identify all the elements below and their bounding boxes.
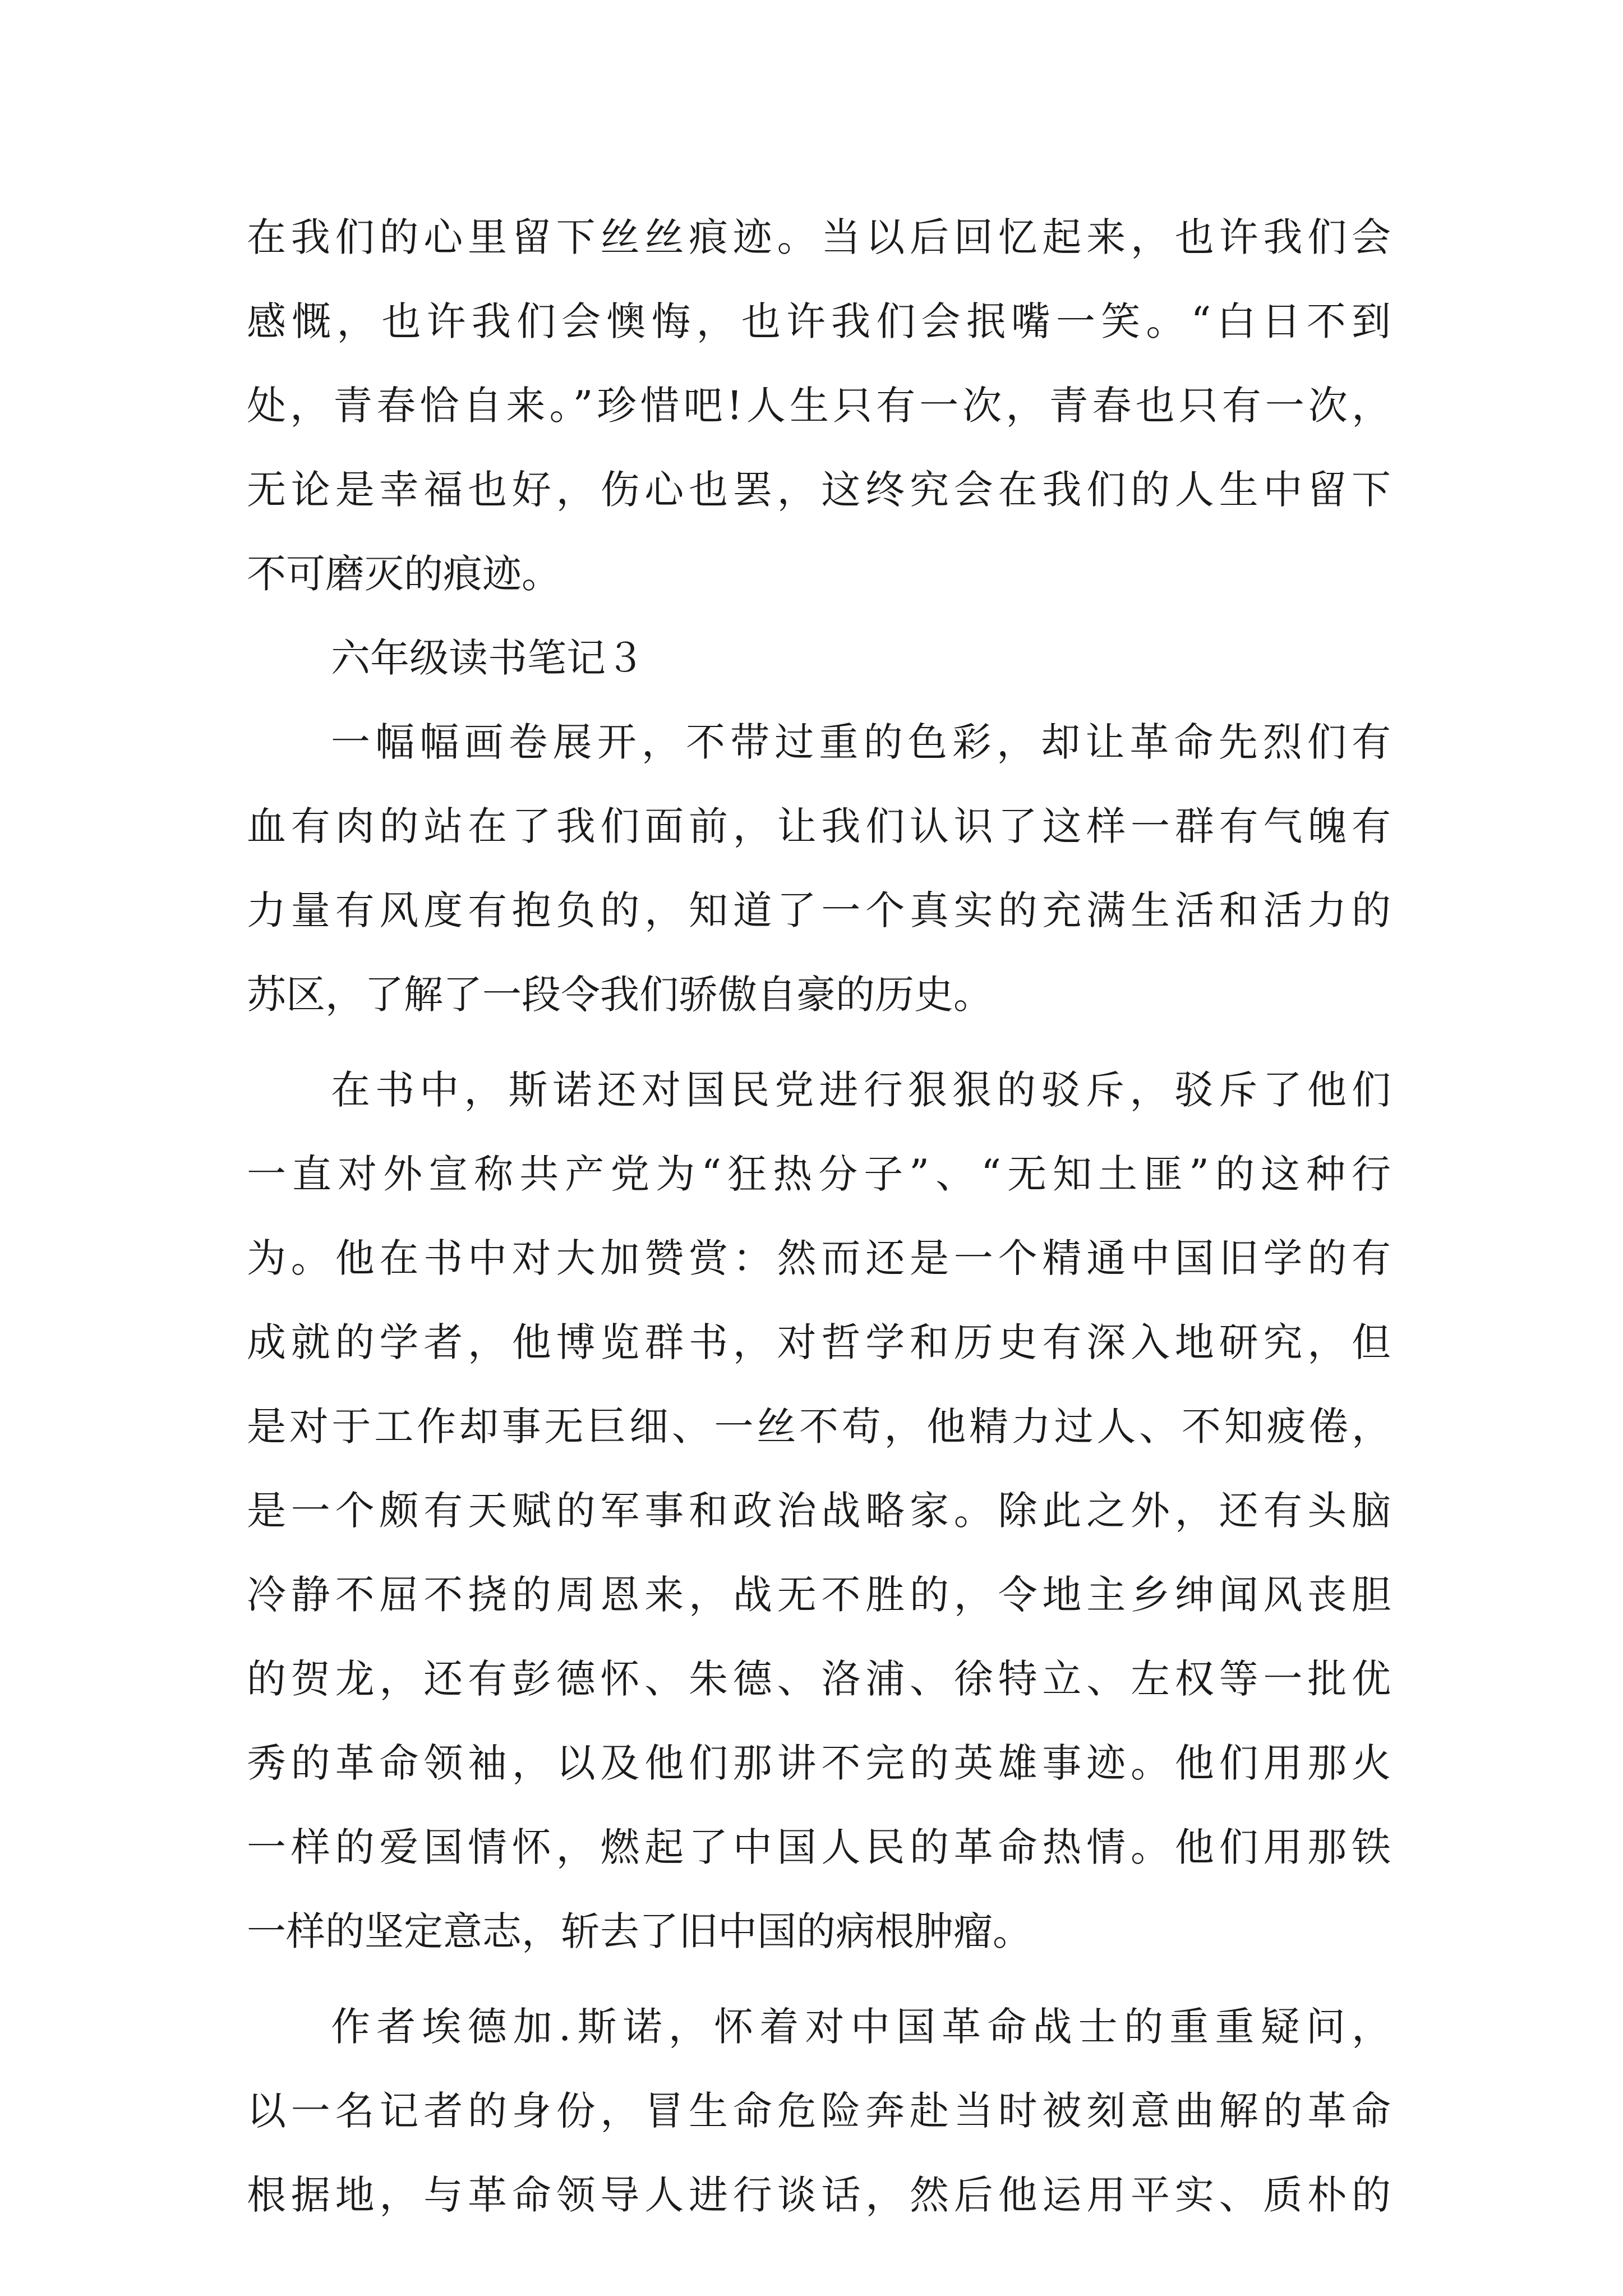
paragraph-line: 在我们的心里留下丝丝痕迹。当以后回忆起来，也许我们会 <box>247 214 1391 260</box>
paragraph-line: 一幅幅画卷展开，不带过重的色彩，却让革命先烈们有 <box>331 719 1391 765</box>
paragraph-line: 根据地，与革命领导人进行谈话，然后他运用平实、质朴的 <box>247 2172 1391 2218</box>
paragraph-line: 一样的爱国情怀，燃起了中国人民的革命热情。他们用那铁 <box>247 1824 1391 1870</box>
paragraph-line: 是一个颇有天赋的军事和政治战略家。除此之外，还有头脑 <box>247 1488 1391 1534</box>
paragraph-line: 不可磨灭的痕迹。 <box>247 551 561 597</box>
paragraph-line: 一直对外宣称共产党为“狂热分子”、“无知土匪”的这种行 <box>247 1151 1391 1197</box>
paragraph-line: 为。他在书中对大加赞赏：然而还是一个精通中国旧学的有 <box>247 1235 1391 1281</box>
paragraph-line: 处，青春恰自来。”珍惜吧!人生只有一次，青春也只有一次， <box>247 383 1391 429</box>
paragraph-line: 秀的革命领袖，以及他们那讲不完的英雄事迹。他们用那火 <box>247 1740 1391 1786</box>
paragraph-line: 力量有风度有抱负的，知道了一个真实的充满生活和活力的 <box>247 887 1391 933</box>
paragraph-line: 的贺龙，还有彭德怀、朱德、洛浦、徐特立、左权等一批优 <box>247 1656 1391 1702</box>
paragraph-line: 感慨，也许我们会懊悔，也许我们会抿嘴一笑。“白日不到 <box>247 298 1391 344</box>
paragraph-line: 苏区，了解了一段令我们骄傲自豪的历史。 <box>247 972 993 1018</box>
paragraph-line: 以一名记者的身份，冒生命危险奔赴当时被刻意曲解的革命 <box>247 2088 1391 2134</box>
paragraph-line: 无论是幸福也好，伤心也罢，这终究会在我们的人生中留下 <box>247 467 1391 513</box>
section-heading: 六年级读书笔记３ <box>331 635 645 681</box>
paragraph-line: 冷静不屈不挠的周恩来，战无不胜的，令地主乡绅闻风丧胆 <box>247 1572 1391 1618</box>
paragraph-line: 在书中，斯诺还对国民党进行狠狠的驳斥，驳斥了他们 <box>331 1067 1391 1113</box>
paragraph-line: 是对于工作却事无巨细、一丝不苟，他精力过人、不知疲倦， <box>247 1404 1391 1450</box>
paragraph-line: 一样的坚定意志，斩去了旧中国的病根肿瘤。 <box>247 1908 1032 1954</box>
paragraph-line: 血有肉的站在了我们面前，让我们认识了这样一群有气魄有 <box>247 803 1391 849</box>
paragraph-line: 成就的学者，他博览群书，对哲学和历史有深入地研究，但 <box>247 1319 1391 1365</box>
paragraph-line: 作者埃德加.斯诺，怀着对中国革命战士的重重疑问， <box>331 2004 1391 2050</box>
